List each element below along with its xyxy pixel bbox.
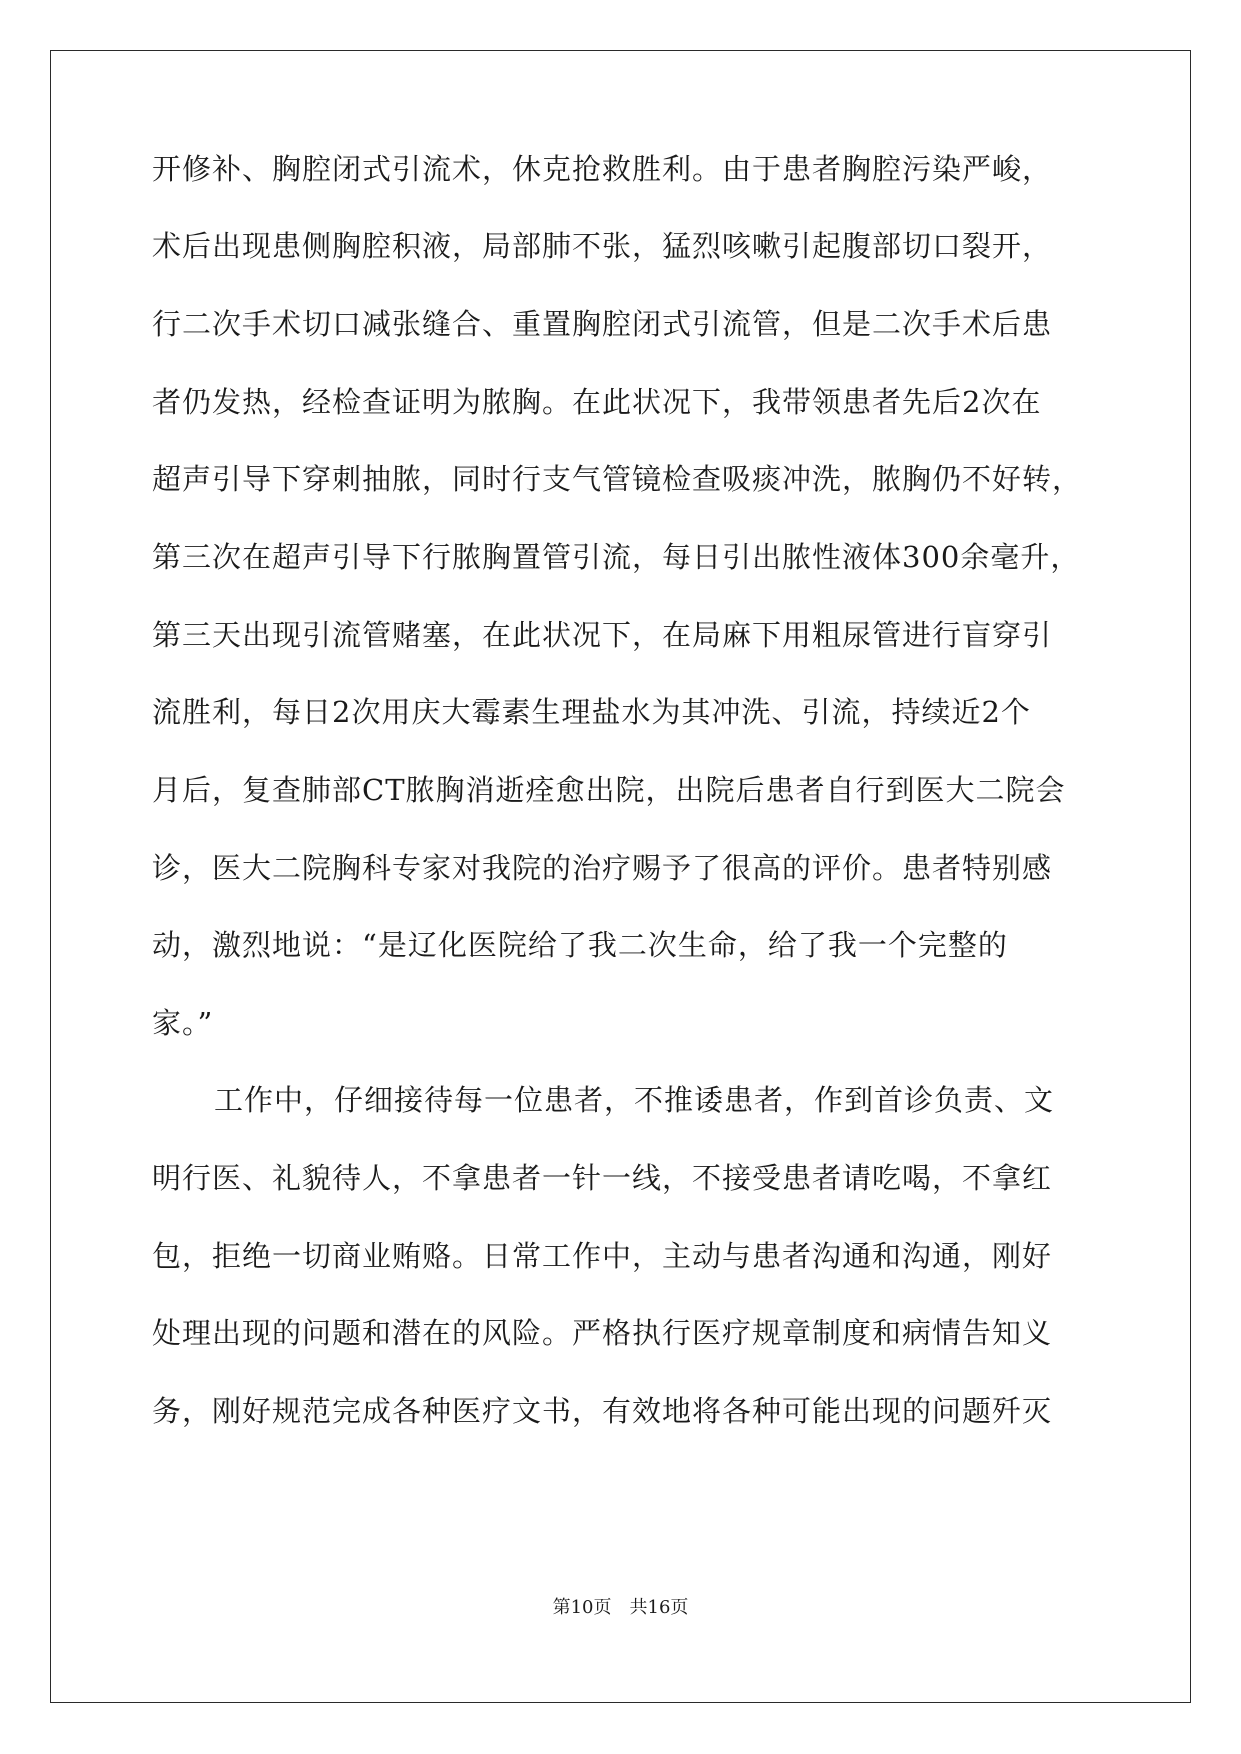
text-line: 家。” [152,1006,214,1040]
text-line: 流胜利，每日2次用庆大霉素生理盐水为其冲洗、引流，持续近2个 [152,695,1031,729]
text-line: 术后出现患侧胸腔积液，局部肺不张，猛烈咳嗽引起腹部切口裂开， [152,229,1053,263]
text-line: 者仍发热，经检查证明为脓胸。在此状况下，我带领患者先后2次在 [152,385,1042,419]
text-line: 动，激烈地说：“是辽化医院给了我二次生命，给了我一个完整的 [152,928,1008,962]
text-line: 诊，医大二院胸科专家对我院的治疗赐予了很高的评价。患者特别感 [152,851,1053,885]
text-line: 月后，复查肺部CT脓胸消逝痊愈出院，出院后患者自行到医大二院会 [152,773,1066,807]
page-number-footer: 第10页 共16页 [552,1597,689,1618]
paragraph-first-line: 工作中，仔细接待每一位患者，不推诿患者，作到首诊负责、文 [214,1083,1055,1117]
text-line: 包，拒绝一切商业贿赂。日常工作中，主动与患者沟通和沟通，刚好 [152,1239,1053,1273]
text-line: 超声引导下穿刺抽脓，同时行支气管镜检查吸痰冲洗，脓胸仍不好转， [152,462,1083,496]
text-line: 明行医、礼貌待人，不拿患者一针一线，不接受患者请吃喝，不拿红 [152,1161,1053,1195]
text-line: 第三天出现引流管赌塞，在此状况下，在局麻下用粗尿管进行盲穿引 [152,618,1053,652]
text-line: 第三次在超声引导下行脓胸置管引流，每日引出脓性液体300余毫升， [152,540,1081,574]
text-line: 务，刚好规范完成各种医疗文书，有效地将各种可能出现的问题歼灭 [152,1394,1053,1428]
text-line: 开修补、胸腔闭式引流术，休克抢救胜利。由于患者胸腔污染严峻， [152,152,1053,186]
text-line: 处理出现的问题和潜在的风险。严格执行医疗规章制度和病情告知义 [152,1316,1053,1350]
text-line: 行二次手术切口减张缝合、重置胸腔闭式引流管，但是二次手术后患 [152,307,1053,341]
